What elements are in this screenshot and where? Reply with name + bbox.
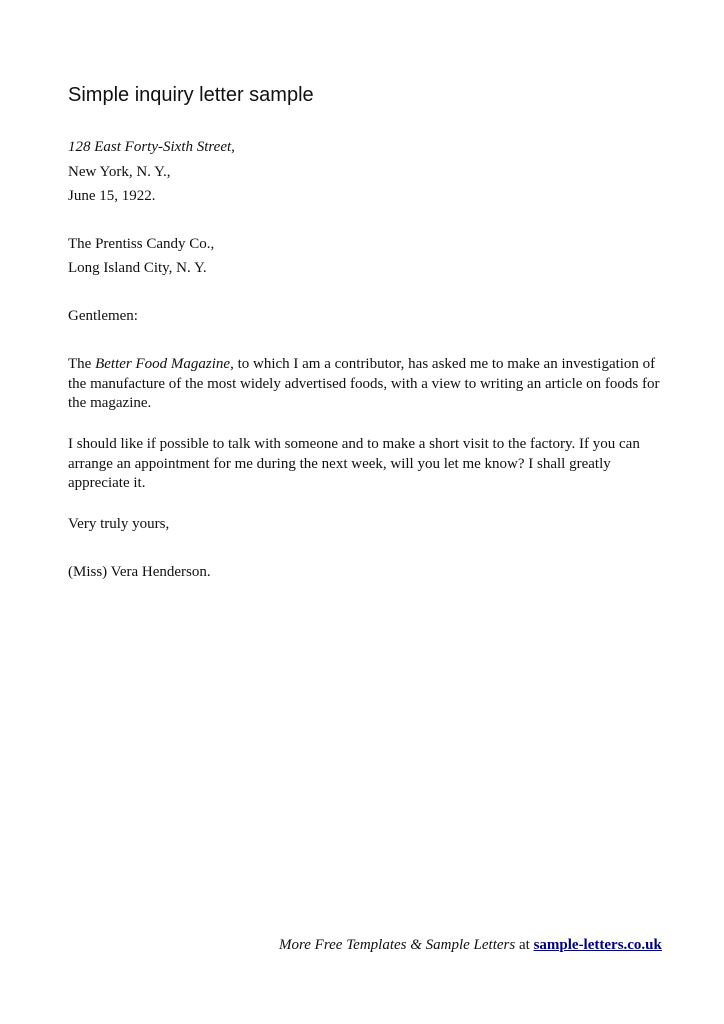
recipient-city: Long Island City, N. Y. — [68, 260, 207, 276]
salutation: Gentlemen: — [68, 308, 138, 324]
paragraph-line: appreciate it. — [68, 475, 146, 491]
body-paragraph-1 — [68, 355, 668, 414]
page-title: Simple inquiry letter sample — [68, 84, 314, 106]
paragraph-intro: The — [68, 356, 96, 372]
signature: (Miss) Vera Henderson. — [68, 564, 211, 580]
paragraph-text: , to which I am a contributor, has asked me to make an investigation of — [230, 356, 656, 372]
recipient-name: The Prentiss Candy Co., — [68, 236, 215, 252]
letter-date: June 15, 1922. — [68, 188, 156, 204]
footer — [279, 937, 662, 954]
paragraph-line: I should like if possible to talk with someone and to make a short visit to the factory. If you can — [68, 436, 640, 452]
footer-connector: at — [515, 937, 534, 953]
paragraph-line — [68, 355, 668, 375]
magazine-name: Better Food Magazine — [95, 356, 231, 372]
footer-link[interactable]: sample-letters.co.uk — [533, 937, 662, 953]
paragraph-line: the magazine. — [68, 395, 152, 411]
sender-city: New York, N. Y., — [68, 164, 171, 180]
footer-text: More Free Templates & Sample Letters — [279, 937, 516, 953]
sender-street: 128 East Forty-Sixth Street, — [68, 139, 235, 155]
paragraph-line: arrange an appointment for me during the next week, will you let me know? I shall greatly — [68, 455, 611, 472]
body-paragraph-2 — [68, 435, 668, 494]
paragraph-line: the manufacture of the most widely advertised foods, with a view to writing an article on foods for — [68, 375, 660, 392]
closing: Very truly yours, — [68, 516, 170, 532]
